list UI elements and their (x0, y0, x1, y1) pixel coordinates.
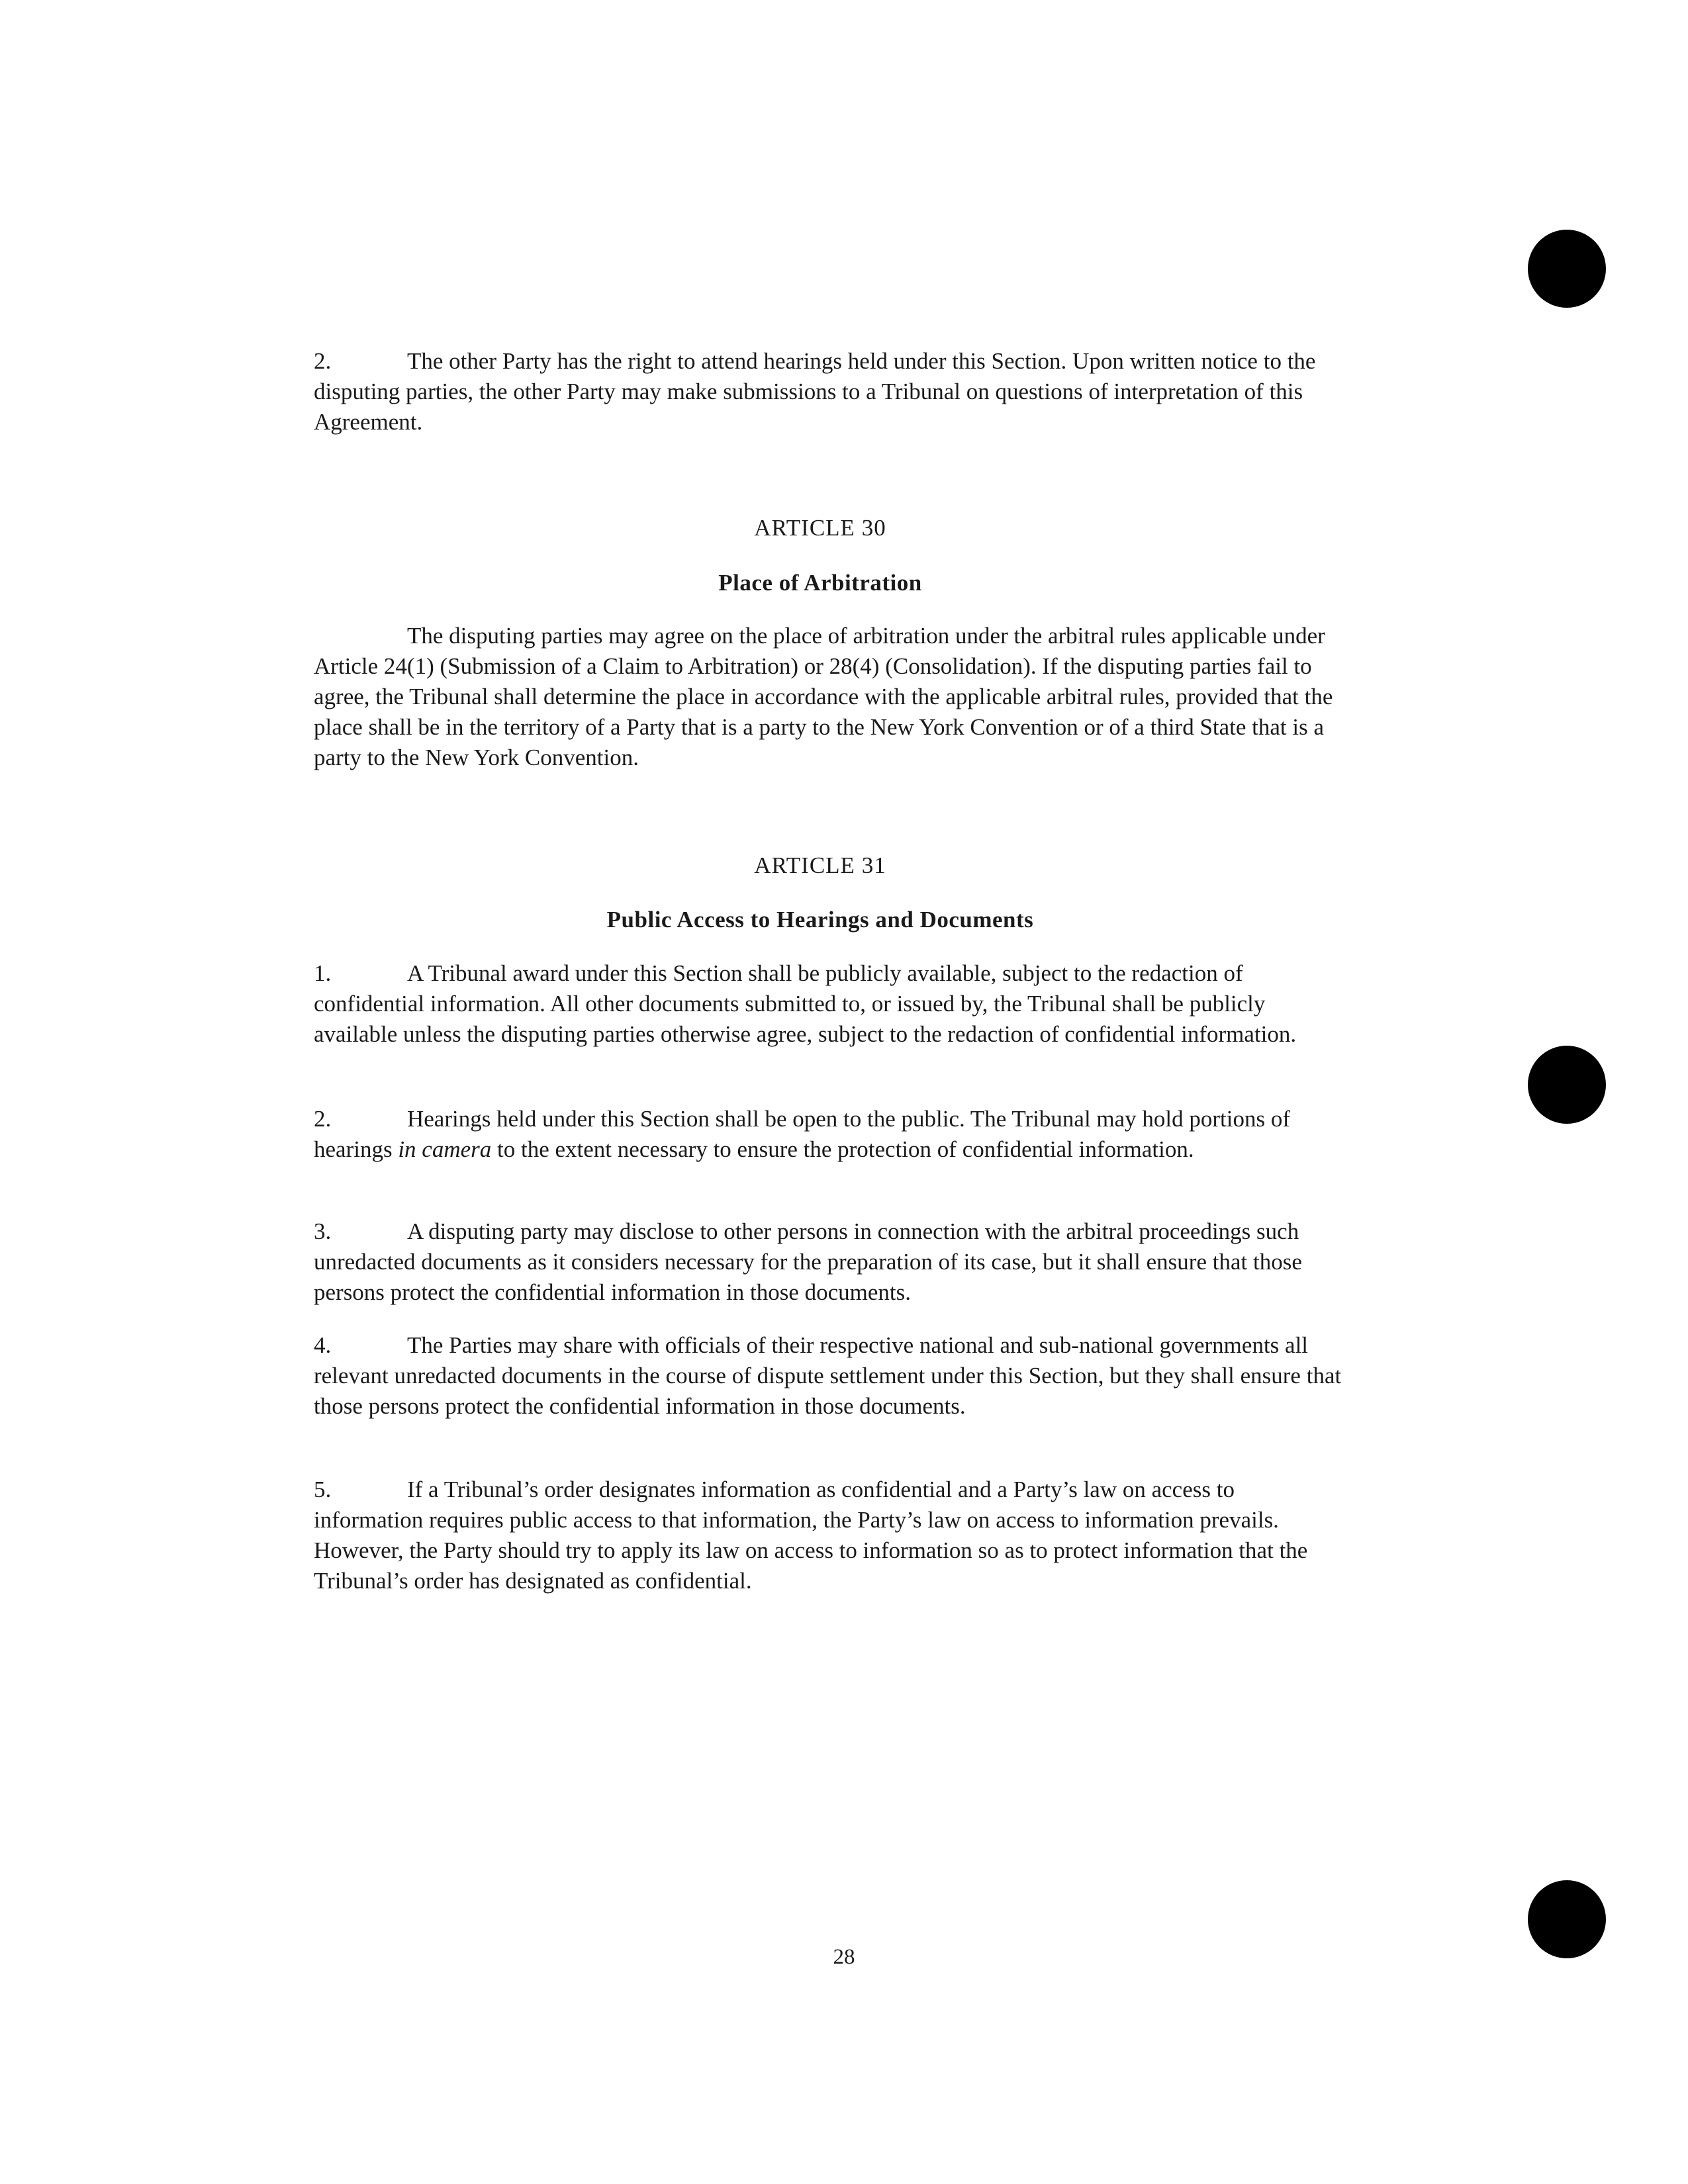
paragraph-text-italic: in camera (398, 1136, 492, 1162)
paragraph-text: If a Tribunal’s order designates information as confidential and a Party’s law on access to information requires public access to that information, the Party’s law on access to information prevails. However, the Party should try to apply its law on access to information so as to protect information that the Tribunal’s order has designated as confidential. (314, 1477, 1308, 1594)
paragraph-text: The other Party has the right to attend hearings held under this Section. Upon written notice to the disputing parties, the other Party may make submissions to a Tribunal on questions of interpretation of this Agreement. (314, 348, 1316, 435)
paragraph-number: 2. (314, 1106, 332, 1132)
article-31-paragraph-2 (314, 1104, 1346, 1165)
paragraph-number: 3. (314, 1218, 332, 1244)
punch-hole-top (1528, 230, 1606, 308)
paragraph-text: A disputing party may disclose to other persons in connection with the arbitral proceedings such unredacted documents as it considers necessary for the preparation of its case, but it shall ensure that those persons protect the confidential information in those documents. (314, 1218, 1302, 1305)
article-30-heading: ARTICLE 30 (754, 515, 886, 541)
paragraph-number: 2. (314, 348, 332, 374)
article-31-paragraph-5 (314, 1475, 1346, 1596)
article-31-title: Public Access to Hearings and Documents (606, 907, 1034, 933)
article-31-paragraph-4 (314, 1330, 1346, 1422)
paragraph-number: 4. (314, 1332, 332, 1358)
paragraph-text-before: Hearings held under this Section shall be open to the public. The Tribunal may hold portions of hearings (314, 1106, 1291, 1162)
page-number: 28 (833, 1945, 855, 1969)
paragraph-text: The Parties may share with officials of their respective national and sub-national governments all relevant unredacted documents in the course of dispute settlement under this Section, but they shall ensure that those persons protect the confidential information in those documents. (314, 1332, 1342, 1419)
paragraph-text: The disputing parties may agree on the place of arbitration under the arbitral rules applicable under Article 24(1) (Submission of a Claim to Arbitration) or 28(4) (Consolidation). If the disputing parties fail to agree, the Tribunal shall determine the place in accordance with the applicable arbitral rules, provided that the place shall be in the territory of a Party that is a party to the New York Convention or of a third State that is a party to the New York Convention. (314, 623, 1333, 770)
article-31-heading: ARTICLE 31 (754, 852, 886, 878)
article-30-body (314, 621, 1346, 773)
paragraph-number: 5. (314, 1477, 332, 1502)
paragraph-number: 1. (314, 960, 332, 986)
article-31-paragraph-3 (314, 1216, 1346, 1308)
paragraph-text: A Tribunal award under this Section shall be publicly available, subject to the redaction of confidential information. All other documents submitted to, or issued by, the Tribunal shall be publicly available unless the disputing parties otherwise agree, subject to the redaction of confidential information. (314, 960, 1297, 1047)
article-30-title: Place of Arbitration (718, 570, 922, 596)
paragraph-text-after: to the extent necessary to ensure the protection of confidential information. (491, 1136, 1194, 1162)
punch-hole-middle (1528, 1046, 1606, 1124)
paragraph-2-attend-hearings (314, 346, 1346, 437)
article-31-paragraph-1 (314, 958, 1346, 1050)
